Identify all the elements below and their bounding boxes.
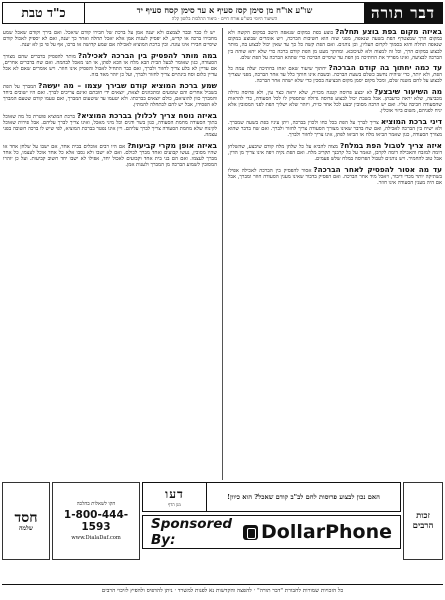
question-heading: איזה צריך לטבול הפת במלח? xyxy=(339,140,442,150)
section xyxy=(228,166,442,187)
phone-ad-title: הקו לשאלות בהלכה xyxy=(76,501,116,507)
right-logo-top: זכות xyxy=(416,511,430,521)
section-body: המברך על הפת בשביל אחרים והם שומעים ומתכוונים לצאת, יוצאים ידי חובתם ואינם צריכים לברך. ואם היו ישובים ביחד והמברך כוון להוציאם, כולם יוצאים בברכתו. ולא יטעמו עד שיטעום המברך, ואם טעמו קודם שטעם המברך לא הפסידו, אבל יש להם לכתחלה להמתין. xyxy=(3,83,217,109)
section-body: יש לו כבר ובבר לצמצם ולא יענה אמן על ברכת של חבירו קודם שיאכל. ואם בירך וקודם שאכל שמע מחבירו ברכה או קדיש, לא יפסיק לענות אמן אלא יאכל תחלה ואחר כך יענה, ואם לא יספיק לאכול קודם שיסיים חבירו אינו עונה. ובין ברכת המוציא לאכילה אם שמע קדושה או ברכו, אף על פי כן לא יענה. xyxy=(3,30,217,49)
right-org-logo xyxy=(403,482,443,560)
phone-ad xyxy=(52,482,140,560)
publication-logo: דבר תורה xyxy=(364,3,442,23)
article-columns xyxy=(3,28,442,480)
column-divider xyxy=(220,28,225,480)
section xyxy=(228,142,442,163)
header-center xyxy=(85,3,364,23)
question-heading: דיני ברכת המוציא xyxy=(380,116,442,126)
question-heading: עד מה אסור להפסיק לאחר הברכה? xyxy=(313,164,442,174)
section-body: אסור להפסיק בין הברכה לאכילה אפילו בשתיקה יותר מכדי דיבור, ויאכל מיד אחר הברכה. ואם הפסיק בדבור שאינו מענין הסעודה חוזר ומברך, אבל אם היה מענין הסעודה אינו חוזר. xyxy=(228,167,442,187)
question-heading: שמע ברכת המוציא קודם שבירך עצמו – מה יעשה? xyxy=(38,80,218,90)
section-body: בוצע בפת במקום שנאפה היטב במקום הקשה ולא במקום הרך שמצטרף הפת בשעה שנאפה, מפני שזה הוא חשיבות הברכה, ויש אומרים שבוצע במקום שנאפה תחלה והוא בסמוך לקרום העליון, וכן נוהגים. ואם הפת קשה כל כך עד שאין יכול לבצוע בה, מותר לבצוע במקום הרך, וכל זה למצוה ולא לעיכובא. ומחתך מעט מן הפת קודם ברכה כדי שלא יהא שוהה בין הברכה לבציעה, ואינו מפריד את החתיכה מן הפת עד שיסיים הברכה כדי שתהא הברכה על הפת שלם. xyxy=(228,30,442,61)
phone-icon xyxy=(243,525,258,540)
section xyxy=(228,88,442,115)
section xyxy=(3,52,217,79)
section xyxy=(3,142,217,169)
center-ads xyxy=(142,482,401,560)
banner-logo xyxy=(143,483,207,511)
left-logo-mark: חסד xyxy=(14,509,38,526)
header-subline: השיעור היומי בשו"ע אורח חיים · ביאור ההלכות בלשון קלה xyxy=(171,16,278,22)
question-heading: באיזה אופן מקרי קביעות? xyxy=(127,140,217,150)
section xyxy=(228,28,442,61)
section-body: מותר להפסיק בדברים שהם מצורך הסעודה, כגון שאומר לבעל הבית הבא מלח או הבא לפתן, או תנו מאכל לבהמה. ואם שח בדברים אחרים, אם עדיין לא בלע צריך לחזור ולברך, ואם כבר התחיל לאכול והפסיק אינו חוזר. ויש אומרים שאם לא אכל עדיין כלום וסח בינתיים צריך לחזור ולברך, ועל כן יזהר מאד בזה. xyxy=(3,53,217,79)
phone-number[interactable]: 1-800-444-1593 xyxy=(63,509,129,533)
section-body: יחתוך שיעור שאם יאחז בחתיכה יעלה עמה כל הפת, ולא יותר, כדי שיהיה נחשב כשלם בשעת הברכה. ובשבת אינו חותך כלל עד אחר הברכה, מפני שצריך לבצוע על לחם משנה שלם, ומכל מקום יסמן מקום הבציעה בסכין כדי שלא ישהה אחר הברכה. xyxy=(228,65,442,85)
column-left xyxy=(3,28,220,480)
section xyxy=(3,112,217,139)
banner-question: האם נכון לבצוע פרוסות לחם לב"ב קודם שאכל? הוא כיוון! xyxy=(227,493,380,501)
sponsor-brand xyxy=(243,521,392,543)
sponsor-label: Sponsored By: xyxy=(151,516,233,548)
date-label: כ"ד טבת xyxy=(3,3,85,23)
section xyxy=(3,28,217,49)
footer: כל הזכויות שמורות לחבורת "דבר תורה" · להפצה והקדשות נא לפנות למשרד · ניתן להדפיס ולהפיץ לזיכוי הרבים xyxy=(2,584,443,596)
section-body: מצוה להביא על כל שלחן מלח קודם שיבצע, שהשלחן דומה למזבח והאכילה דומה לקרבן, ונאמר על כל קרבנך תקריב מלח. ואם הפת נקיה ויפה אינו צריך מן הדין, אבל טוב להחמיר. ויש נוהגים לטבול הפרוסה במלח שלש פעמים. xyxy=(228,143,442,163)
header xyxy=(2,2,443,24)
section xyxy=(228,118,442,139)
sponsor-brand-name: DollarPhone xyxy=(261,521,392,543)
banner-logo-main: דעו xyxy=(165,487,184,501)
banner-ad xyxy=(142,482,401,512)
sponsor-box xyxy=(142,515,401,549)
left-logo-label: שלמה xyxy=(18,524,34,532)
section-reference: שו"ע או"ח מן סימן קסז סעיף א עד סימן קסח סעיף יד xyxy=(136,4,313,15)
question-heading: במה מותר להפסיק בין הברכה לאכילה? xyxy=(77,50,218,60)
column-right xyxy=(225,28,442,480)
website-link[interactable]: www.DialaDaf.com xyxy=(71,535,121,541)
question-heading: מה השיעור שיבצע? xyxy=(374,86,442,96)
question-heading: באיזה מקום בפת בוצע תחלה? xyxy=(335,28,442,36)
section-body: ברכת המוציא פוטרת כל מה שאוכל בתוך הסעודה מחמת הסעודה, כגון בשר ודגים וכל מיני מאכל, ואינו צריך לברך עליהם. אבל פירות שאוכל לקינוח שלא מחמת הסעודה צריך לברך עליהם. ויין אינו נפטר בברכת המוציא, לפי שיש לו ברכה חשובה בפני עצמה. xyxy=(3,113,217,139)
section xyxy=(3,82,217,109)
bottom-ads xyxy=(2,482,443,598)
section-body: צריך לברך על הפת בכל כחו ולכוין בברכה, ויתן עיניו בפת בשעה שמברך. ולא ישיח בין הברכה לאכילה, ואם שח בדבר שאינו מצורך הסעודה צריך לחזור ולברך. ואם שח בדבר שהוא מצורך הסעודה, כגון שאמר הביאו מלח או הביאו לפתן, אינו צריך לחזור ולברך. xyxy=(228,119,442,139)
section-body: לא יבצע פרוסה קטנה מכזית, שלא יראה כצר עין, ולא פרוסה גדולה מכביצה, שלא יראה כרעבתן. אבל בשבת יכול לבצוע פרוסה גדולה שתספיק לו לכל הסעודה, כדי להראות שהסעודה חביבה עליו. ואם יש הרבה מסובין יבצע לכל אחד כזית, ויזהר שלא ישליך הפת לפני המסובין אלא יניח לפניהם, משום ביזוי אוכלין. xyxy=(228,89,442,115)
right-logo-bottom: הרבים xyxy=(412,521,434,531)
left-org-logo xyxy=(2,482,50,560)
section-body: אם היו רבים אוכלים בבית אחד, אם ישבו על שלחן אחד או שהיו מסובין, נעשו קבועים ואחד מברך לכולם. ואם לא ישבו ולא נסבו אלא כל אחד אוכל לעצמו, כל אחד מברך לעצמו. ואם הם בני בית אחד וקבועים לאכול יחד, אפילו לא ישבו יחד חשוב קביעות. ועל כן יזהרו המסובין לשמוע הברכה מן המברך ולענות אמן. xyxy=(3,143,217,169)
question-heading: עד כמה יחתוך בה קודם הברכה? xyxy=(328,62,442,72)
section xyxy=(228,64,442,85)
banner-logo-sub: מגן הדף xyxy=(168,502,181,507)
ad-row xyxy=(2,482,443,560)
question-heading: באיזה נוסח צריך לכלולן בברכת המוציא? xyxy=(77,110,218,120)
